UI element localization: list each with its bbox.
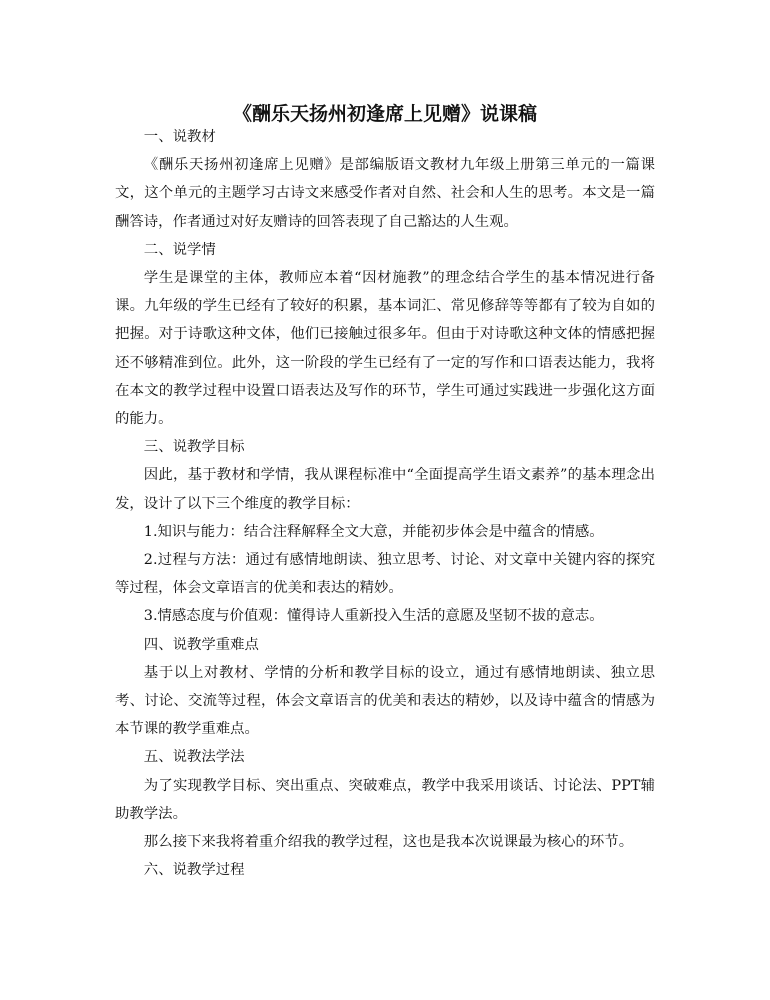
paragraph-textbook: 《酬乐天扬州初逢席上见赠》是部编版语文教材九年级上册第三单元的一篇课文，这个单元的主题学习古诗文来感受作者对自然、社会和人生的思考。本文是一篇酬答诗，作者通过对好友赠诗的回答表现了自己豁达的人生观。 [115,157,655,230]
paragraph-goal-3: 3.情感态度与价值观：懂得诗人重新投入生活的意愿及坚韧不拔的意志。 [143,608,604,625]
paragraph-goal-1: 1.知识与能力：结合注释解释全文大意，并能初步体会是中蕴含的情感。 [143,523,604,540]
section-heading-textbook: 一、说教材 [143,129,216,145]
paragraph-students: 学生是课堂的主体，教师应本着“因材施教”的理念结合学生的基本情况进行备课。九年级的学生已经有了较好的积累，基本词汇、常见修辞等等都有了较为自如的把握。对于诗歌这种文体，他们已接触过很多年。但由于对诗歌这种文体的情感把握还不够精准到位。此外，这一阶段的学生已经有了一定的写作和口语表达能力，我将在本文的教学过程中设置口语表达及写作的环节，学生可通过实践进一步强化这方面的能力。 [115,270,655,428]
paragraph-goals-intro: 因此，基于教材和学情，我从课程标准中“全面提高学生语文素养”的基本理念出发，设计了以下三个维度的教学目标： [115,467,655,512]
section-heading-key-points: 四、说教学重难点 [143,636,259,653]
document-title: 《酬乐天扬州初逢席上见赠》说课稿 [232,103,537,125]
paragraph-goal-2: 2.过程与方法：通过有感情地朗读、独立思考、讨论、对文章中关键内容的探究等过程，体会文章语言的优美和表达的精妙。 [115,552,655,597]
section-heading-methods: 五、说教法学法 [143,749,245,766]
section-heading-process: 六、说教学过程 [143,862,245,879]
section-heading-students: 二、说学情 [143,241,216,258]
document-body [115,123,655,884]
paragraph-methods: 为了实现教学目标、突出重点、突破难点，教学中我采用谈话、讨论法、PPT辅助教学法。 [115,777,655,822]
section-heading-goals: 三、说教学目标 [143,439,245,456]
paragraph-transition: 那么接下来我将着重介绍我的教学过程，这也是我本次说课最为核心的环节。 [143,834,634,851]
paragraph-key-points: 基于以上对教材、学情的分析和教学目标的设立，通过有感情地朗读、独立思考、讨论、交流等过程，体会文章语言的优美和表达的精妙，以及诗中蕴含的情感为本节课的教学重难点。 [115,664,655,738]
